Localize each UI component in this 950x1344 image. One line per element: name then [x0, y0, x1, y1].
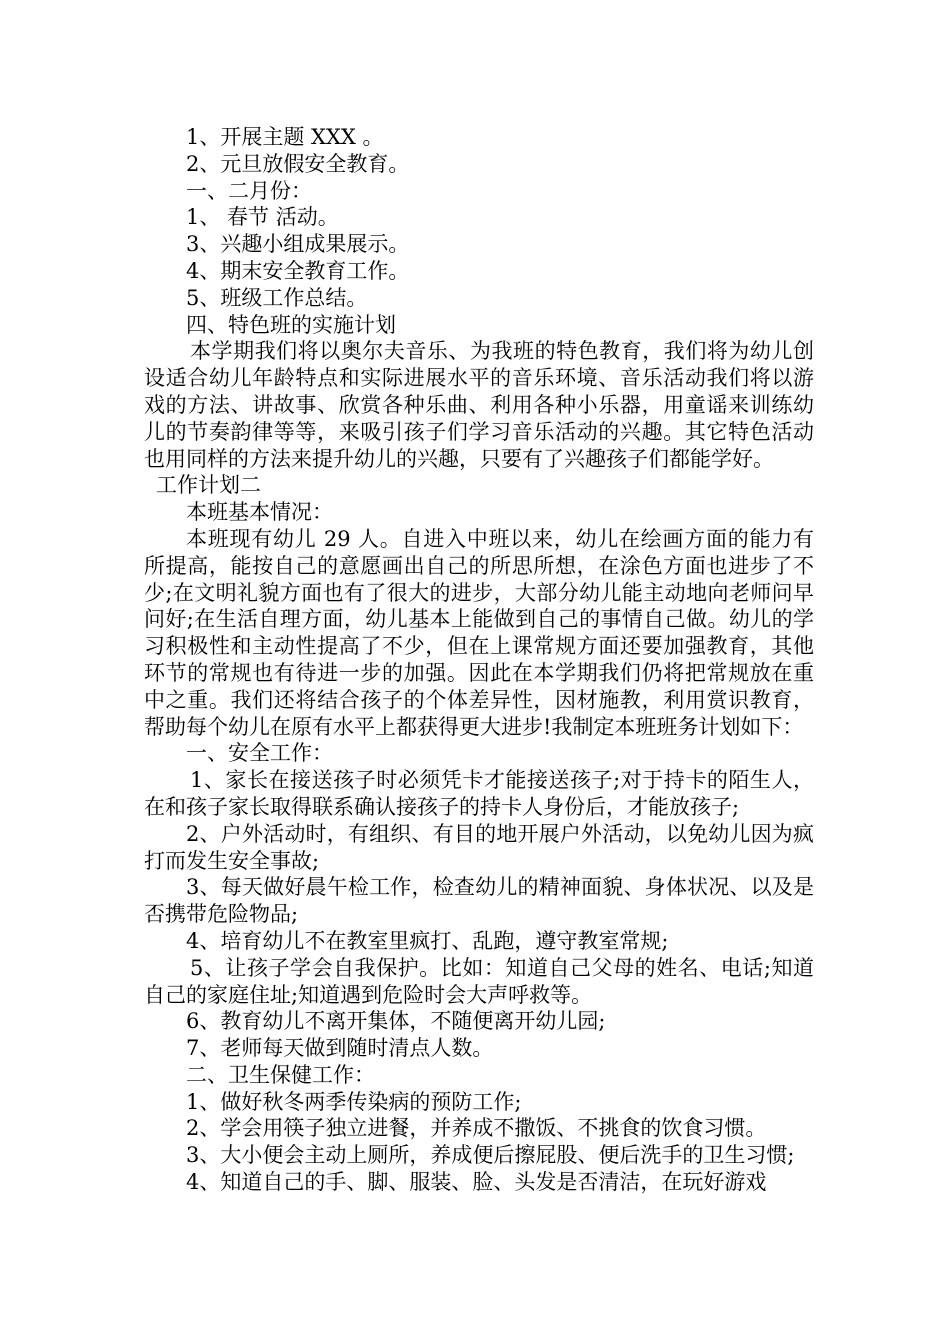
- list-item: 1、做好秋冬两季传染病的预防工作;: [186, 1089, 522, 1114]
- section-heading: 一、安全工作：: [186, 741, 333, 766]
- document-body: [144, 124, 814, 1196]
- list-item: 4、培育幼儿不在教室里疯打、乱跑，遵守教室常规;: [186, 928, 669, 953]
- list-item: 5、班级工作总结。: [186, 285, 368, 310]
- list-item: 3、大小便会主动上厕所，养成便后擦屁股、便后洗手的卫生习惯;: [186, 1143, 795, 1168]
- list-item: 7、老师每天做到随时清点人数。: [186, 1036, 494, 1061]
- list-item: 4、期末安全教育工作。: [186, 258, 410, 283]
- section-heading: 本班基本情况：: [186, 500, 333, 525]
- list-item: 3、兴趣小组成果展示。: [186, 232, 410, 257]
- list-item: 6、教育幼儿不离开集体，不随便离开幼儿园;: [186, 1009, 606, 1034]
- list-item: 5、让孩子学会自我保护。比如：知道自己父母的姓名、电话;知道自己的家庭住址;知道遇到危险时会大声呼救等。: [144, 955, 814, 1007]
- list-item: 1、 春节 活动。: [186, 205, 339, 230]
- list-item: 2、元旦放假安全教育。: [186, 151, 410, 176]
- paragraph: 本学期我们将以奥尔夫音乐、为我班的特色教育，我们将为幼儿创设适合幼儿年龄特点和实际进展水平的音乐环境、音乐活动我们将以游戏的方法、讲故事、欣赏各种乐曲、利用各种小乐器，用童谣来训练幼儿的节奏韵律等等，来吸引孩子们学习音乐活动的兴趣。其它特色活动也用同样的方法来提升幼儿的兴趣，只要有了兴趣孩子们都能学好。: [144, 339, 814, 471]
- paragraph: 本班现有幼儿 29 人。自进入中班以来，幼儿在绘画方面的能力有所提高，能按自己的意愿画出自己的所思所想，在涂色方面也进步了不少;在文明礼貌方面也有了很大的进步，大部分幼儿能主动地向老师问早问好;在生活自理方面，幼儿基本上能做到自己的事情自己做。幼儿的学习积极性和主动性提高了不少，但在上课常规方面还要加强教育，其他环节的常规也有待进一步的加强。因此在本学期我们仍将把常规放在重中之重。我们还将结合孩子的个体差异性，因材施教，利用赏识教育，帮助每个幼儿在原有水平上都获得更大进步!我制定本班班务计划如下：: [144, 526, 814, 739]
- section-heading: 一、二月份：: [186, 178, 312, 203]
- list-item: 1、开展主题 XXX 。: [186, 125, 384, 149]
- list-item: 2、学会用筷子独立进餐，并养成不撒饭、不挑食的饮食习惯。: [186, 1116, 767, 1141]
- list-item: 3、每天做好晨午检工作，检查幼儿的精神面貌、身体状况、以及是否携带危险物品;: [144, 875, 814, 927]
- section-heading: 二、卫生保健工作：: [186, 1062, 375, 1087]
- list-item: 2、户外活动时，有组织、有目的地开展户外活动，以免幼儿因为疯打而发生安全事故;: [144, 821, 814, 873]
- document-subtitle: 工作计划二: [156, 473, 261, 498]
- list-item: 4、知道自己的手、脚、服装、脸、头发是否清洁，在玩好游戏: [186, 1170, 767, 1195]
- section-heading: 四、特色班的实施计划: [186, 312, 396, 337]
- list-item: 1、家长在接送孩子时必须凭卡才能接送孩子;对于持卡的陌生人，在和孩子家长取得联系确认接孩子的持卡人身份后，才能放孩子;: [144, 768, 814, 819]
